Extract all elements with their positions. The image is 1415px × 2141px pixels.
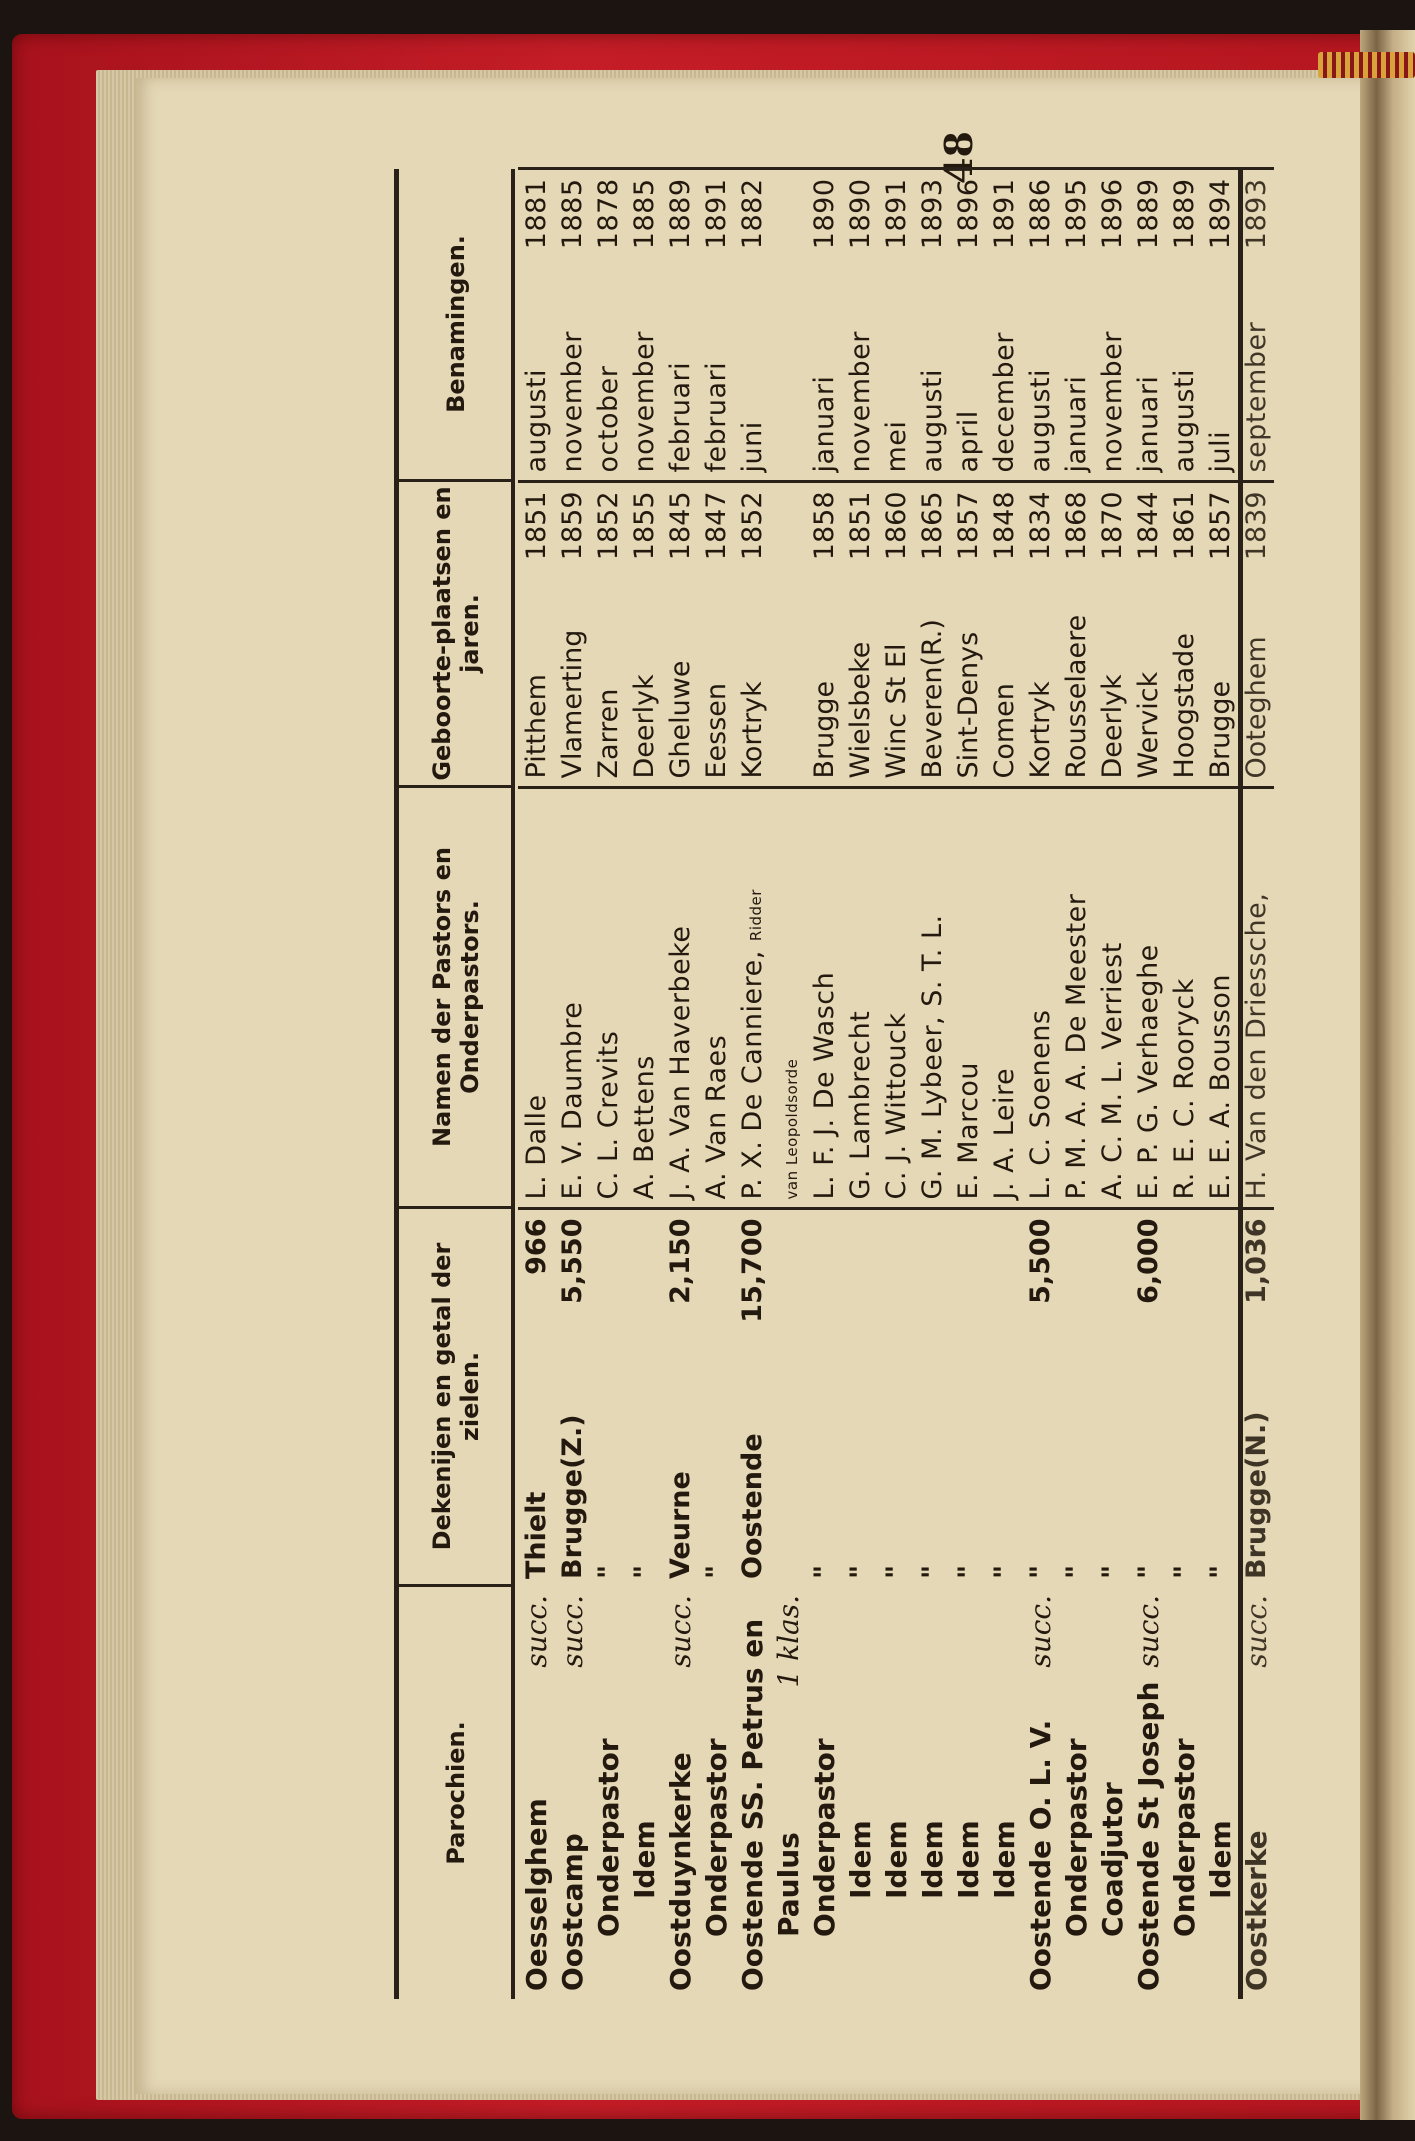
parish-cell: [1238, 1587, 1274, 1999]
appointment-month: october: [592, 365, 624, 473]
parish-name: Onderpastor: [699, 1738, 733, 1937]
header-appointments: Benamingen.: [442, 235, 470, 413]
deanery-cell: [662, 1209, 698, 1587]
pastor-name: J. A. Van Haverbeke: [664, 925, 696, 1200]
appointment-month: november: [556, 331, 588, 473]
table-row: [878, 169, 914, 1999]
parish-cell: [770, 1587, 806, 1999]
birth-year: 1848: [988, 491, 1020, 561]
table-row: [1238, 169, 1274, 1999]
table-row: [734, 169, 770, 1999]
deanery-name: ": [844, 1564, 876, 1579]
appointment-month: november: [1096, 331, 1128, 473]
appointment-month: augusti: [1024, 368, 1056, 473]
header-separator: [398, 479, 511, 482]
appointment-month: juli: [1204, 430, 1236, 473]
deanery-name: ": [592, 1564, 624, 1579]
deanery-cell: [1022, 1209, 1058, 1587]
parish-name: Oostende SS. Petrus en: [735, 1618, 769, 1991]
table-row: [1166, 169, 1202, 1999]
appointment-cell: [1166, 169, 1202, 482]
header-deaneries: Dekenijen en getal der zielen.: [428, 1242, 484, 1551]
souls-count: 966: [520, 1218, 552, 1275]
pastor-cell: [914, 788, 950, 1209]
birth-year: 1870: [1096, 491, 1128, 561]
birth-cell: [806, 482, 842, 788]
pastor-name: A. Bettens: [628, 1055, 660, 1200]
birthplace: Rousselaere: [1060, 614, 1092, 779]
table-row: [986, 169, 1022, 1999]
souls-count: 6,000: [1132, 1218, 1164, 1304]
appointment-cell: [914, 169, 950, 482]
birthplace: Kortryk: [736, 681, 768, 779]
appointment-year: 1895: [1060, 178, 1092, 250]
appointment-cell: [878, 169, 914, 482]
birth-year: 1844: [1132, 491, 1164, 561]
pastor-note: van Leopoldsorde: [782, 1058, 801, 1200]
table-row: [698, 169, 734, 1999]
header-separator: [398, 785, 511, 788]
parish-name: Idem: [627, 1820, 661, 1899]
pastor-cell: [1238, 788, 1274, 1209]
deanery-cell: [590, 1209, 626, 1587]
header-names: Namen der Pastors en Onderpastors.: [428, 847, 484, 1147]
appointment-month: november: [844, 331, 876, 473]
deanery-cell: [770, 1209, 806, 1587]
birth-cell: [662, 482, 698, 788]
deanery-name: Brugge(Z.): [556, 1414, 588, 1579]
birth-year: 1857: [952, 491, 984, 561]
pastor-cell: [662, 788, 698, 1209]
birth-cell: [1166, 482, 1202, 788]
deanery-name: ": [700, 1564, 732, 1579]
header-parishes: Parochien.: [442, 1721, 470, 1865]
appointment-cell: [626, 169, 662, 482]
rotated-page-content: [136, 78, 1376, 2094]
appointment-year: 1878: [592, 178, 624, 250]
deanery-name: ": [880, 1564, 912, 1579]
appointment-year: 1893: [1240, 178, 1272, 250]
birth-year: 1868: [1060, 491, 1092, 561]
appointment-month: februari: [700, 361, 732, 473]
souls-count: 15,700: [736, 1218, 768, 1323]
appointment-cell: [518, 169, 554, 482]
parish-name: Oesselghem: [519, 1798, 553, 1991]
appointment-year: 1881: [520, 178, 552, 250]
appointment-year: 1891: [700, 178, 732, 250]
pastor-name: L. C. Soenens: [1024, 1009, 1056, 1200]
parish-cell: [518, 1587, 554, 1999]
deanery-cell: [554, 1209, 590, 1587]
table-row: [590, 169, 626, 1999]
pastor-name: E. Marcou: [952, 1061, 984, 1200]
spine-bands: [1318, 52, 1415, 78]
birth-cell: [590, 482, 626, 788]
header-separator: [398, 1206, 511, 1209]
header-birth: Geboorte-plaatsen en jaren.: [428, 486, 484, 781]
birth-cell: [1202, 482, 1238, 788]
souls-count: 5,550: [556, 1218, 588, 1304]
pastor-cell: [590, 788, 626, 1209]
deanery-name: Oostende: [736, 1433, 768, 1579]
pastor-name: G. M. Lybeer, S. T. L.: [916, 914, 948, 1200]
parish-cell: [986, 1587, 1022, 1999]
parish-name: Idem: [843, 1820, 877, 1899]
appointment-cell: [770, 169, 806, 482]
appointment-cell: [590, 169, 626, 482]
appointment-year: 1889: [664, 178, 696, 250]
souls-count: 1,036: [1240, 1218, 1272, 1304]
parish-cell: [1130, 1587, 1166, 1999]
appointment-year: 1885: [556, 178, 588, 250]
parish-cell: [626, 1587, 662, 1999]
appointment-month: december: [988, 332, 1020, 473]
birth-year: 1851: [520, 491, 552, 561]
birth-year: 1845: [664, 491, 696, 561]
table-row: [518, 169, 554, 1999]
appointment-cell: [1022, 169, 1058, 482]
appointment-cell: [698, 169, 734, 482]
deanery-cell: [698, 1209, 734, 1587]
birthplace: Beveren(R.): [916, 619, 948, 779]
pastor-cell: [1166, 788, 1202, 1209]
birth-cell: [1094, 482, 1130, 788]
table-header-rule: [511, 169, 515, 1999]
appointment-month: augusti: [1168, 368, 1200, 473]
deanery-name: Thielt: [520, 1491, 552, 1579]
birth-year: 1834: [1024, 491, 1056, 561]
pastor-cell: [950, 788, 986, 1209]
birthplace: Pitthem: [520, 674, 552, 779]
parish-note: succ.: [519, 1595, 553, 1668]
parish-name: Paulus: [771, 1832, 805, 1937]
parish-name: Onderpastor: [591, 1738, 625, 1937]
birthplace: Winc St El: [880, 643, 912, 779]
parish-cell: [698, 1587, 734, 1999]
deanery-cell: [1166, 1209, 1202, 1587]
appointment-year: 1886: [1024, 178, 1056, 250]
parish-cell: [950, 1587, 986, 1999]
pastor-name: E. V. Daumbre: [556, 1001, 588, 1200]
birth-cell: [770, 482, 806, 788]
birth-cell: [1058, 482, 1094, 788]
pastor-name: L. F. J. De Wasch: [808, 971, 840, 1200]
birth-year: 1855: [628, 491, 660, 561]
birth-cell: [734, 482, 770, 788]
birth-cell: [1238, 482, 1274, 788]
parish-cell: [1166, 1587, 1202, 1999]
birthplace: Brugge: [808, 680, 840, 779]
appointment-year: 1891: [988, 178, 1020, 250]
birth-cell: [1130, 482, 1166, 788]
appointment-month: april: [952, 410, 984, 473]
parish-name: Idem: [951, 1820, 985, 1899]
birthplace: Sint-Denys: [952, 631, 984, 779]
parish-cell: [878, 1587, 914, 1999]
table-row: [1202, 169, 1238, 1999]
appointment-year: 1889: [1132, 178, 1164, 250]
deanery-cell: [1202, 1209, 1238, 1587]
parish-note: succ.: [1131, 1595, 1165, 1668]
deanery-cell: [878, 1209, 914, 1587]
table-row: [1094, 169, 1130, 1999]
table-top-rule: [394, 169, 399, 1999]
pastor-cell: [770, 788, 806, 1209]
table-row: [914, 169, 950, 1999]
pastor-name: C. L. Crevits: [592, 1030, 624, 1200]
birthplace: Ooteghem: [1240, 636, 1272, 779]
appointment-year: 1894: [1204, 178, 1236, 250]
parish-cell: [590, 1587, 626, 1999]
birth-year: 1847: [700, 491, 732, 561]
birth-year: 1865: [916, 491, 948, 561]
birthplace: Vlamerting: [556, 629, 588, 779]
birth-year: 1852: [592, 491, 624, 561]
birth-cell: [878, 482, 914, 788]
pastor-name: A. Van Raes: [700, 1034, 732, 1200]
birth-cell: [986, 482, 1022, 788]
appointment-year: 1896: [1096, 178, 1128, 250]
appointment-cell: [554, 169, 590, 482]
deanery-name: ": [952, 1564, 984, 1579]
clergy-table-body: [518, 169, 1274, 1999]
birthplace: Deerlyk: [1096, 674, 1128, 779]
pastor-name: G. Lambrecht: [844, 1010, 876, 1200]
pastor-cell: [1094, 788, 1130, 1209]
birth-year: 1858: [808, 491, 840, 561]
appointment-cell: [734, 169, 770, 482]
deanery-cell: [1130, 1209, 1166, 1587]
pastor-cell: [626, 788, 662, 1209]
appointment-cell: [842, 169, 878, 482]
parish-name: Oostcamp: [555, 1833, 589, 1991]
appointment-month: januari: [1060, 375, 1092, 473]
birthplace: Kortryk: [1024, 681, 1056, 779]
deanery-name: Brugge(N.): [1240, 1411, 1272, 1579]
appointment-year: 1885: [628, 178, 660, 250]
pastor-cell: [518, 788, 554, 1209]
appointment-month: februari: [664, 361, 696, 473]
appointment-month: januari: [808, 375, 840, 473]
table-row: [626, 169, 662, 1999]
parish-cell: [1202, 1587, 1238, 1999]
appointment-month: november: [628, 331, 660, 473]
deanery-name: ": [1060, 1564, 1092, 1579]
birthplace: Wervick: [1132, 671, 1164, 779]
pastor-cell: [698, 788, 734, 1209]
pastor-name: J. A. Leire: [988, 1067, 1020, 1200]
parish-note: succ.: [1023, 1595, 1057, 1668]
parish-name: Idem: [879, 1820, 913, 1899]
deanery-cell: [734, 1209, 770, 1587]
pastor-name: P. X. De Canniere,: [736, 950, 768, 1200]
pastor-cell: [1058, 788, 1094, 1209]
deanery-cell: [914, 1209, 950, 1587]
parish-cell: [1058, 1587, 1094, 1999]
parish-name: Idem: [915, 1820, 949, 1899]
pastor-cell: [734, 788, 770, 1209]
birth-year: 1851: [844, 491, 876, 561]
birth-year: 1839: [1240, 491, 1272, 561]
deanery-cell: [986, 1209, 1022, 1587]
header-separator: [398, 1584, 511, 1587]
parish-cell: [914, 1587, 950, 1999]
birthplace: Hoogstade: [1168, 633, 1200, 779]
appointment-year: 1882: [736, 178, 768, 250]
table-row: [842, 169, 878, 1999]
birthplace: Comen: [988, 683, 1020, 779]
appointment-year: 1890: [808, 178, 840, 250]
appointment-year: 1893: [916, 178, 948, 250]
birth-cell: [842, 482, 878, 788]
appointment-cell: [950, 169, 986, 482]
pastor-cell: [554, 788, 590, 1209]
pastor-cell: [1022, 788, 1058, 1209]
pastor-name: L. Dalle: [520, 1094, 552, 1200]
appointment-month: mei: [880, 420, 912, 473]
birthplace: Wielsbeke: [844, 641, 876, 779]
pastor-name: P. M. A. A. De Meester: [1060, 893, 1092, 1200]
table-row: [1058, 169, 1094, 1999]
birthplace: Deerlyk: [628, 674, 660, 779]
deanery-cell: [1238, 1209, 1274, 1587]
pastor-name: H. Van den Driessche,: [1240, 892, 1272, 1200]
pastor-note: Ridder: [746, 889, 765, 942]
deanery-cell: [806, 1209, 842, 1587]
parish-cell: [842, 1587, 878, 1999]
parish-note: succ.: [555, 1595, 589, 1668]
appointment-cell: [806, 169, 842, 482]
appointment-month: augusti: [520, 368, 552, 473]
appointment-cell: [1238, 169, 1274, 482]
parish-name: Oostduynkerke: [663, 1752, 697, 1991]
deanery-cell: [518, 1209, 554, 1587]
appointment-year: 1896: [952, 178, 984, 250]
deanery-cell: [842, 1209, 878, 1587]
parish-note: succ.: [663, 1595, 697, 1668]
appointment-month: augusti: [916, 368, 948, 473]
table-row: [806, 169, 842, 1999]
souls-count: 2,150: [664, 1218, 696, 1304]
birth-year: 1857: [1204, 491, 1236, 561]
appointment-cell: [1130, 169, 1166, 482]
parish-name: Idem: [987, 1820, 1021, 1899]
pastor-name: E. E. A. Bousson: [1204, 973, 1236, 1200]
deanery-cell: [626, 1209, 662, 1587]
appointment-month: september: [1240, 321, 1272, 473]
birth-year: 1852: [736, 491, 768, 561]
appointment-cell: [1058, 169, 1094, 482]
birth-cell: [554, 482, 590, 788]
birth-year: 1859: [556, 491, 588, 561]
birth-cell: [518, 482, 554, 788]
birth-cell: [626, 482, 662, 788]
appointment-year: 1891: [880, 178, 912, 250]
deanery-name: ": [1132, 1564, 1164, 1579]
pastor-cell: [878, 788, 914, 1209]
pastor-name: A. C. M. L. Verriest: [1096, 942, 1128, 1200]
deanery-name: ": [1024, 1564, 1056, 1579]
parish-note: 1 klas.: [771, 1595, 805, 1688]
deanery-name: ": [1096, 1564, 1128, 1579]
appointment-cell: [1202, 169, 1238, 482]
pastor-name: E. P. G. Verhaeghe: [1132, 944, 1164, 1200]
parish-name: Onderpastor: [1167, 1738, 1201, 1937]
parish-cell: [1022, 1587, 1058, 1999]
parish-name: Coadjutor: [1095, 1782, 1129, 1937]
pastor-cell: [1130, 788, 1166, 1209]
parish-note: succ.: [1239, 1595, 1273, 1668]
page-number: 48: [936, 131, 981, 184]
deanery-name: ": [988, 1564, 1020, 1579]
birthplace: Gheluwe: [664, 660, 696, 779]
birth-year: 1860: [880, 491, 912, 561]
deanery-name: ": [1168, 1564, 1200, 1579]
birthplace: Brugge: [1204, 680, 1236, 779]
parish-cell: [662, 1587, 698, 1999]
pastor-name: C. J. Wittouck: [880, 1012, 912, 1200]
table-row: [950, 169, 986, 1999]
table-row: [770, 169, 806, 1999]
birth-cell: [950, 482, 986, 788]
table-row: [1130, 169, 1166, 1999]
parish-cell: [734, 1587, 770, 1999]
deanery-cell: [1094, 1209, 1130, 1587]
birth-cell: [1022, 482, 1058, 788]
parish-name: Oostkerke: [1239, 1830, 1273, 1991]
deanery-name: ": [808, 1564, 840, 1579]
souls-count: 5,500: [1024, 1218, 1056, 1304]
birthplace: Zarren: [592, 688, 624, 779]
clergy-table: [518, 168, 1274, 2000]
birth-cell: [698, 482, 734, 788]
parish-cell: [1094, 1587, 1130, 1999]
birth-cell: [914, 482, 950, 788]
parish-name: Onderpastor: [807, 1738, 841, 1937]
table-row: [554, 169, 590, 1999]
appointment-year: 1890: [844, 178, 876, 250]
deanery-name: Veurne: [664, 1471, 696, 1579]
parish-cell: [554, 1587, 590, 1999]
appointment-month: januari: [1132, 375, 1164, 473]
deanery-name: ": [628, 1564, 660, 1579]
birthplace: Eessen: [700, 682, 732, 779]
parish-name: Idem: [1203, 1820, 1237, 1899]
appointment-cell: [986, 169, 1022, 482]
parish-name: Onderpastor: [1059, 1738, 1093, 1937]
appointment-cell: [662, 169, 698, 482]
parish-name: Oostende St Joseph: [1131, 1681, 1165, 1991]
table-row: [1022, 169, 1058, 1999]
birth-year: 1861: [1168, 491, 1200, 561]
deanery-name: ": [1204, 1564, 1236, 1579]
deanery-name: ": [916, 1564, 948, 1579]
deanery-cell: [950, 1209, 986, 1587]
pastor-cell: [986, 788, 1022, 1209]
pastor-cell: [1202, 788, 1238, 1209]
table-row: [662, 169, 698, 1999]
pastor-cell: [806, 788, 842, 1209]
pastor-cell: [842, 788, 878, 1209]
parish-name: Oostende O. L. V.: [1023, 1719, 1057, 1991]
deanery-cell: [1058, 1209, 1094, 1587]
appointment-year: 1889: [1168, 178, 1200, 250]
appointment-month: juni: [736, 421, 768, 473]
parish-cell: [806, 1587, 842, 1999]
appointment-cell: [1094, 169, 1130, 482]
pastor-name: R. E. C. Rooryck: [1168, 978, 1200, 1200]
